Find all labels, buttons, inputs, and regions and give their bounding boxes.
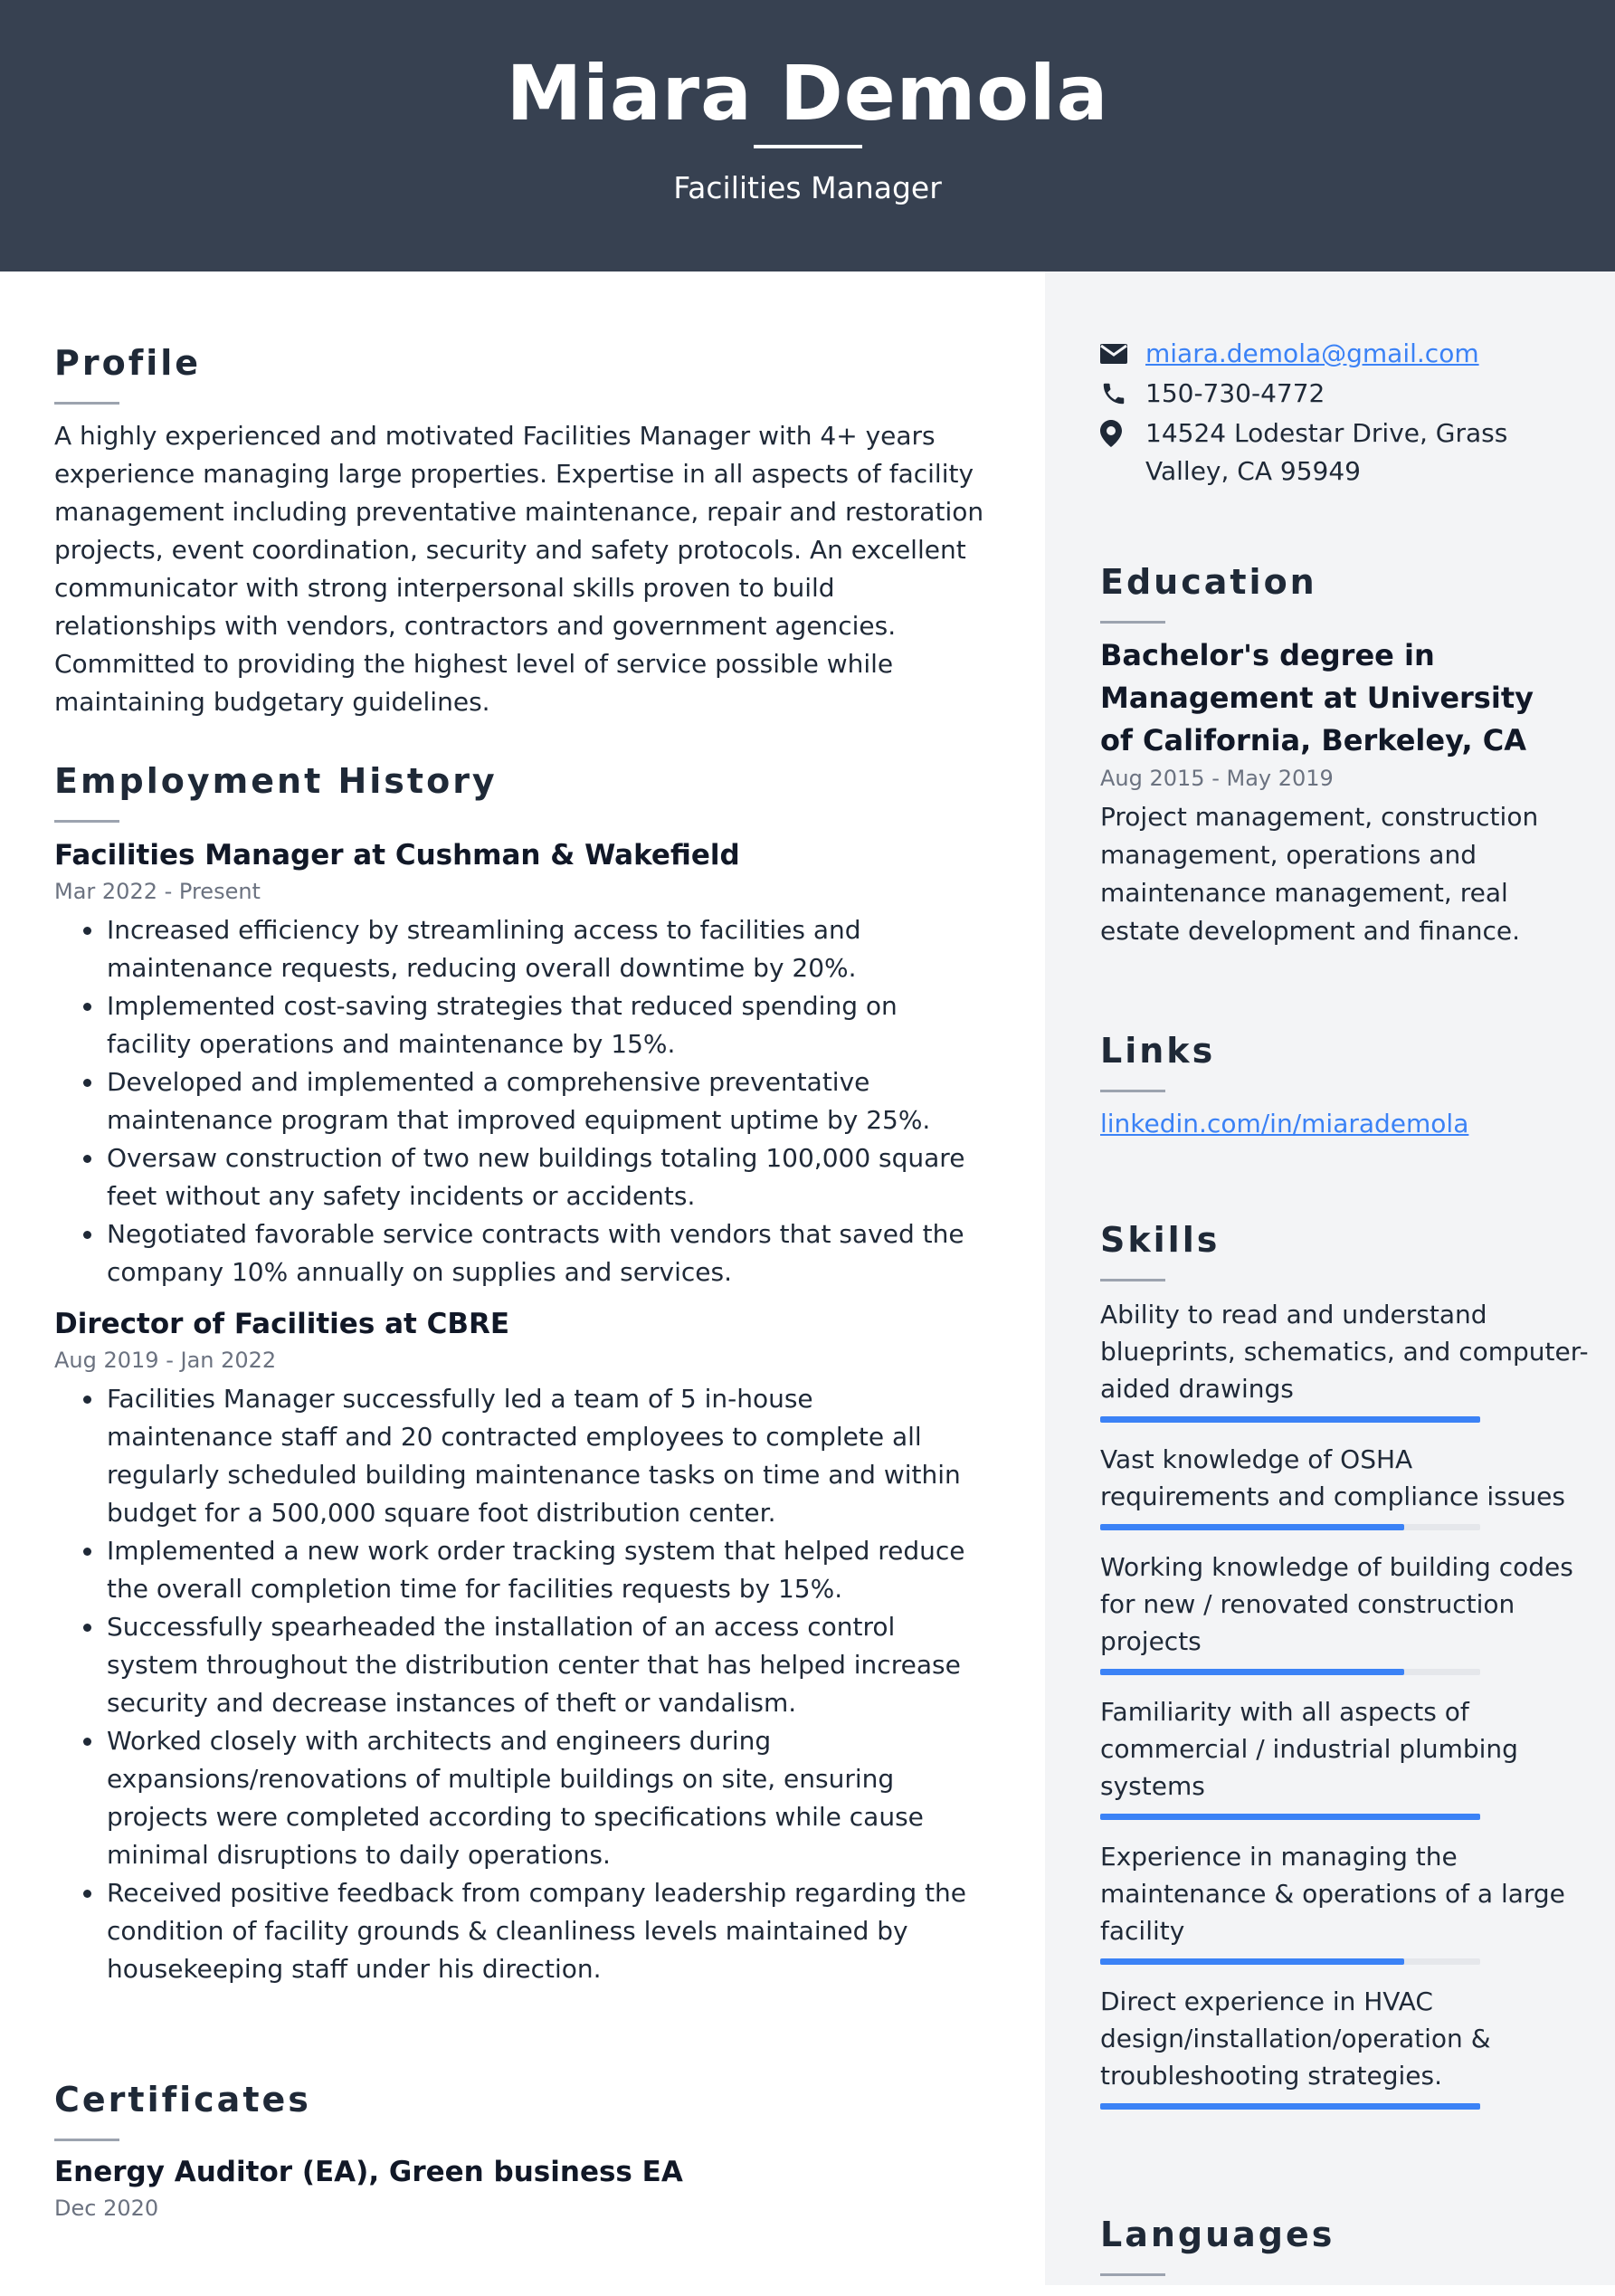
job-bullets [54, 911, 986, 1291]
skill-level-fill [1100, 1416, 1480, 1423]
job-title-subtitle: Facilities Manager [673, 170, 942, 205]
job-dates: Mar 2022 - Present [54, 879, 261, 904]
education-dates: Aug 2015 - May 2019 [1100, 766, 1334, 791]
contact-address-row [1100, 414, 1571, 491]
section-divider [1100, 2273, 1165, 2276]
skill-level-bar [1100, 1669, 1480, 1675]
skill-label: Familiarity with all aspects of commercial / industrial plumbing systems [1100, 1697, 1518, 1801]
skills-section [1100, 1217, 1589, 2128]
skills-list [1100, 1296, 1589, 2110]
skill-level-bar [1100, 1958, 1480, 1965]
list-item: • Oversaw construction of two new buildings totaling 100,000 square feet without any safety incidents or accidents. [105, 1139, 986, 1215]
skill-label: Ability to read and understand blueprints, schematics, and computer-aided drawings [1100, 1300, 1589, 1404]
skill-item [1100, 1693, 1589, 1820]
job-title: Director of Facilities at CBRE [54, 1308, 510, 1340]
skill-level-bar [1100, 1814, 1480, 1820]
skill-label: Experience in managing the maintenance & operations of a large facility [1100, 1842, 1565, 1946]
list-item: • Facilities Manager successfully led a team of 5 in-house maintenance staff and 20 contracted employees to complete all regularly scheduled building maintenance tasks on time and within budget for a 500,000 square foot distribution center. [105, 1380, 986, 1532]
section-title-certificates: Certificates [54, 2080, 311, 2120]
job-bullets [54, 1380, 986, 1988]
contact-email-row [1100, 335, 1571, 373]
skill-item [1100, 1441, 1589, 1530]
list-item: • Implemented a new work order tracking system that helped reduce the overall completion time for facilities requests by 15%. [105, 1532, 986, 1608]
location-pin-icon [1100, 414, 1131, 453]
section-divider [1100, 1090, 1165, 1092]
list-item: • Developed and implemented a comprehensive preventative maintenance program that improved equipment uptime by 25%. [105, 1063, 986, 1139]
section-title-employment: Employment History [54, 761, 498, 801]
languages-section [1100, 2212, 1571, 2296]
skill-level-fill [1100, 1524, 1404, 1530]
section-divider [1100, 1279, 1165, 1281]
candidate-name: Miara Demola [506, 49, 1109, 138]
skill-level-bar [1100, 2103, 1480, 2110]
job-dates: Aug 2019 - Jan 2022 [54, 1348, 277, 1373]
skill-level-bar [1100, 1524, 1480, 1530]
certificates-section [54, 2077, 986, 2228]
list-item: • Increased efficiency by streamlining access to facilities and maintenance requests, reducing overall downtime by 20%. [105, 911, 986, 987]
skill-level-bar [1100, 1416, 1480, 1423]
contact-section [1100, 335, 1571, 491]
job-title: Facilities Manager at Cushman & Wakefield [54, 839, 740, 872]
education-description: Project management, construction management, operations and maintenance management, real estate development and finance. [1100, 802, 1539, 946]
list-item: • Successfully spearheaded the installation of an access control system throughout the distribution center that has helped increase security and decrease instances of theft or vandalism. [105, 1608, 986, 1722]
skill-level-fill [1100, 1958, 1404, 1965]
phone-number: 150-730-4772 [1145, 378, 1325, 408]
certificate-title: Energy Auditor (EA), Green business EA [54, 2156, 683, 2188]
skill-label: Working knowledge of building codes for new / renovated construction projects [1100, 1552, 1573, 1656]
skill-level-fill [1100, 1669, 1404, 1675]
section-divider [54, 820, 119, 823]
job-entry [54, 1304, 986, 1988]
contact-phone-row [1100, 375, 1571, 413]
linkedin-link[interactable]: linkedin.com/in/miarademola [1100, 1109, 1469, 1138]
certificate-date: Dec 2020 [54, 2196, 159, 2221]
section-divider [54, 402, 119, 405]
list-item: • Negotiated favorable service contracts with vendors that saved the company 10% annually on supplies and services. [105, 1215, 986, 1291]
jobs-list [54, 835, 986, 1988]
header-divider [754, 145, 862, 148]
profile-text: A highly experienced and motivated Facilities Manager with 4+ years experience managing large properties. Expertise in all aspects of facility management including preventative maintenance, repair and restoration projects, event coordination, security and safety protocols. An excellent communicator with strong interpersonal skills proven to build relationships with vendors, contractors and government agencies. Committed to providing the highest level of service possible while maintaining budgetary guidelines. [54, 421, 984, 717]
education-section [1100, 559, 1571, 950]
skill-label: Vast knowledge of OSHA requirements and compliance issues [1100, 1444, 1565, 1511]
skill-level-fill [1100, 2103, 1480, 2110]
list-item: • Worked closely with architects and engineers during expansions/renovations of multiple buildings on site, ensuring projects were completed according to specifications while cause minimal disruptions to daily operations. [105, 1722, 986, 1874]
section-title-education: Education [1100, 562, 1317, 602]
section-divider [1100, 621, 1165, 624]
profile-section [54, 340, 986, 721]
skill-item [1100, 1983, 1589, 2110]
phone-icon [1100, 375, 1131, 413]
list-item: • Implemented cost-saving strategies that reduced spending on facility operations and maintenance by 15%. [105, 987, 986, 1063]
section-title-links: Links [1100, 1031, 1216, 1071]
links-section [1100, 1028, 1571, 1143]
job-entry [54, 835, 986, 1291]
skill-item [1100, 1548, 1589, 1675]
section-divider [54, 2139, 119, 2141]
skill-level-fill [1100, 1814, 1480, 1820]
skill-label: Direct experience in HVAC design/installation/operation & troubleshooting strategies. [1100, 1986, 1491, 2091]
email-link[interactable]: miara.demola@gmail.com [1145, 338, 1479, 368]
skill-item [1100, 1296, 1589, 1423]
section-title-profile: Profile [54, 343, 202, 383]
section-title-skills: Skills [1100, 1220, 1221, 1260]
section-title-languages: Languages [1100, 2215, 1335, 2254]
list-item: • Received positive feedback from company leadership regarding the condition of facility grounds & cleanliness levels maintained by housekeeping staff under his direction. [105, 1874, 986, 1988]
skill-item [1100, 1838, 1589, 1965]
envelope-icon [1100, 335, 1131, 373]
education-degree: Bachelor's degree in Management at University of California, Berkeley, CA [1100, 638, 1534, 757]
employment-section [54, 758, 986, 1988]
address-text: 14524 Lodestar Drive, Grass Valley, CA 95949 [1145, 418, 1508, 486]
header-banner [0, 0, 1615, 272]
